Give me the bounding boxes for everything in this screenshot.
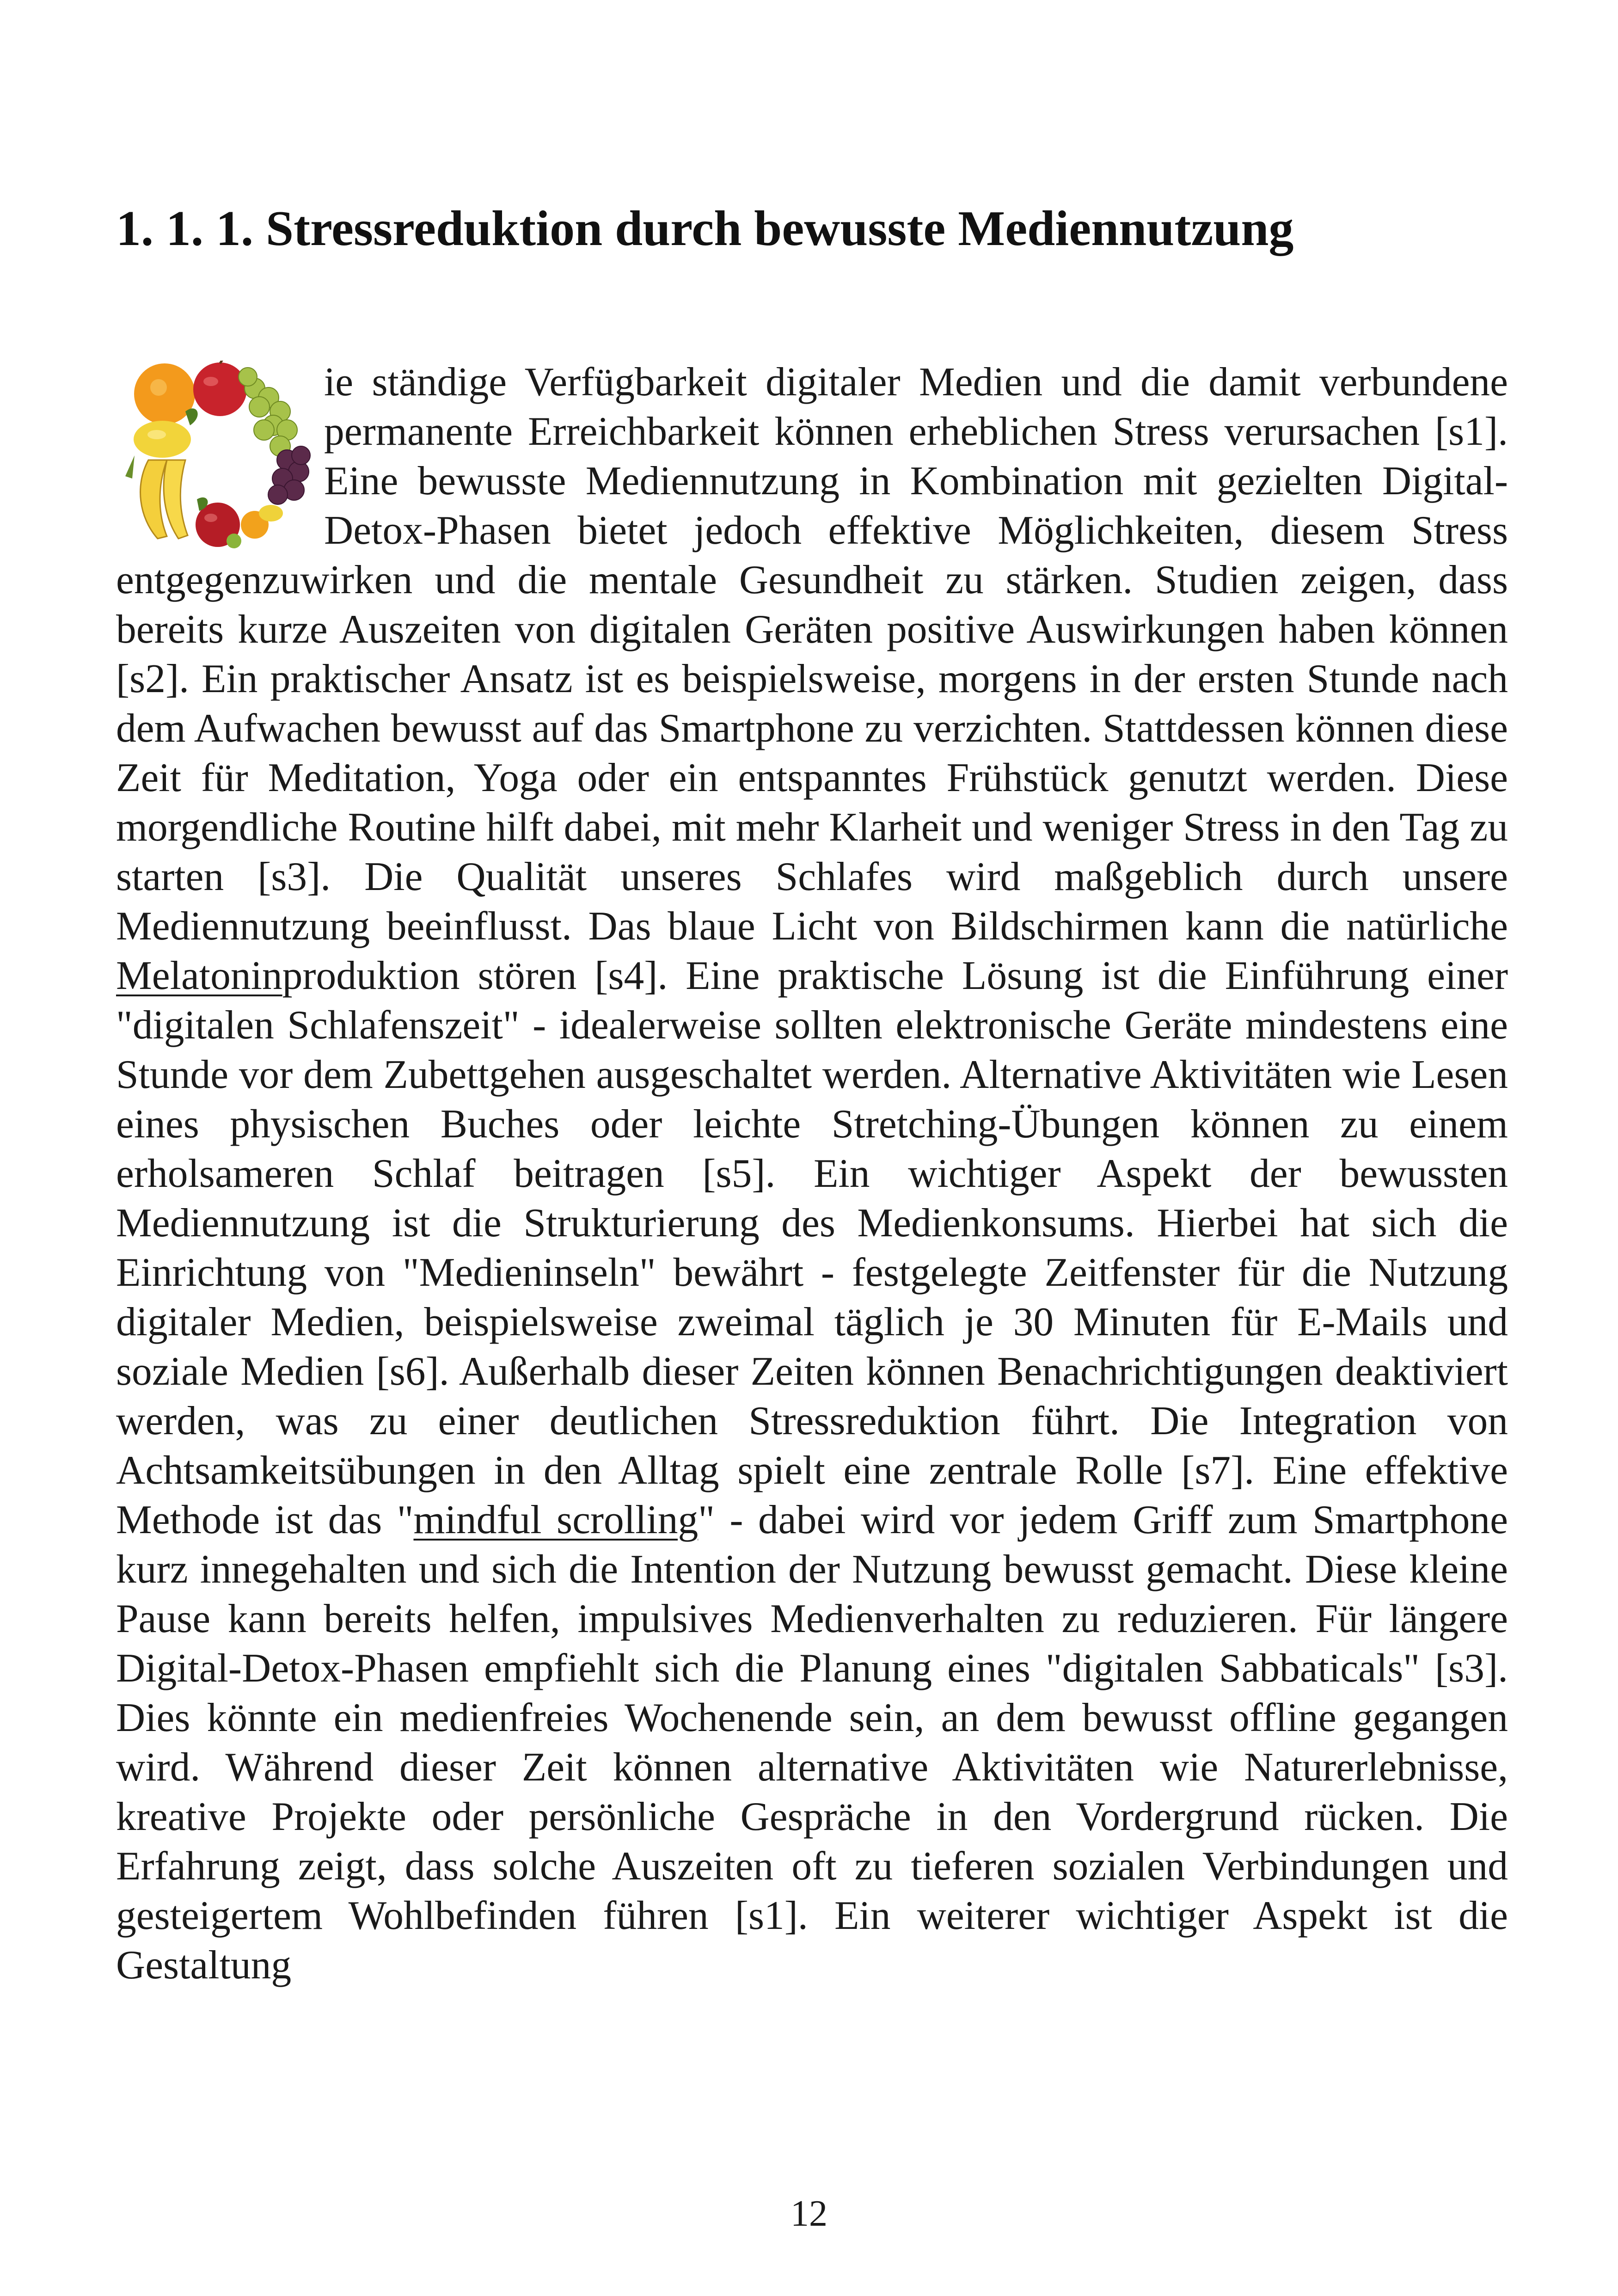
page-number: 12 [791,2193,827,2234]
paragraph-text-part2: produktion stören [s4]. Eine praktische Lösung ist die Einführung einer "digitalen Schlafenszeit" - idealerweise sollten elektronische Geräte mindestens eine Stunde vor dem Zubettgehen ausgeschaltet werden. Alternative Aktivitäten wie Lesen eines physischen Buches oder leichte Stretching-Übungen können zu einem erholsameren Schlaf beitragen [s5]. Ein wichtiger Aspekt der bewussten Mediennutzung ist die Strukturierung des Medienkonsums. Hierbei hat sich die Einrichtung von "Medieninseln" bewährt - festgelegte Zeitfenster für die Nutzung digitaler Medien, beispielsweise zweimal täglich je 30 Minuten für E-Mails und soziale Medien [s6]. Außerhalb dieser Zeiten können Benachrichtigungen deaktiviert werden, was zu einer deutlichen Stressreduktion führt. Die Integration von Achtsamkeitsübungen in den Alltag spielt eine zentrale Rolle [s7]. Eine effektive Methode ist das " [116,953,1508,1542]
section-heading: 1. 1. 1. Stressreduktion durch bewusste Mediennutzung [116,201,1294,256]
melatonin-link[interactable]: Melatonin [116,953,282,998]
dropcap-fruit-letter-image [116,361,315,550]
body-text [116,357,1508,1989]
body-paragraph [116,357,1508,1989]
mindful-scrolling-link[interactable]: mindful scrolling [413,1497,699,1542]
paragraph-text-part3: " - dabei wird vor jedem Griff zum Smartphone kurz innegehalten und sich die Intention der Nutzung bewusst gemacht. Diese kleine Pause kann bereits helfen, impulsives Medienverhalten zu reduzieren. Für längere Digital-Detox-Phasen empfiehlt sich die Planung eines "digitalen Sabbaticals" [s3]. Dies könnte ein medienfreies Wochenende sein, an dem bewusst offline gegangen wird. Während dieser Zeit können alternative Aktivitäten wie Naturerlebnisse, kreative Projekte oder persönliche Gespräche in den Vordergrund rücken. Die Erfahrung zeigt, dass solche Auszeiten oft zu tieferen sozialen Verbindungen und gesteigertem Wohlbefinden führen [s1]. Ein weiterer wichtiger Aspekt ist die Gestaltung [116,1497,1508,1987]
paragraph-text-part1: ie ständige Verfügbarkeit digitaler Medien und die damit verbundene permanente Erreichbarkeit können erheblichen Stress verursachen [s1]. Eine bewusste Mediennutzung in Kombination mit gezielten Digital-Detox-Phasen bietet jedoch effektive Möglichkeiten, diesem Stress entgegenzuwirken und die mentale Gesundheit zu stärken. Studien zeigen, dass bereits kurze Auszeiten von digitalen Geräten positive Auswirkungen haben können [s2]. Ein praktischer Ansatz ist es beispielsweise, morgens in der ersten Stunde nach dem Aufwachen bewusst auf das Smartphone zu verzichten. Stattdessen können diese Zeit für Meditation, Yoga oder ein entspanntes Frühstück genutzt werden. Diese morgendliche Routine hilft dabei, mit mehr Klarheit und weniger Stress in den Tag zu starten [s3]. Die Qualität unseres Schlafes wird maßgeblich durch unsere Mediennutzung beeinflusst. Das blaue Licht von Bildschirmen kann die natürliche [116,359,1508,948]
